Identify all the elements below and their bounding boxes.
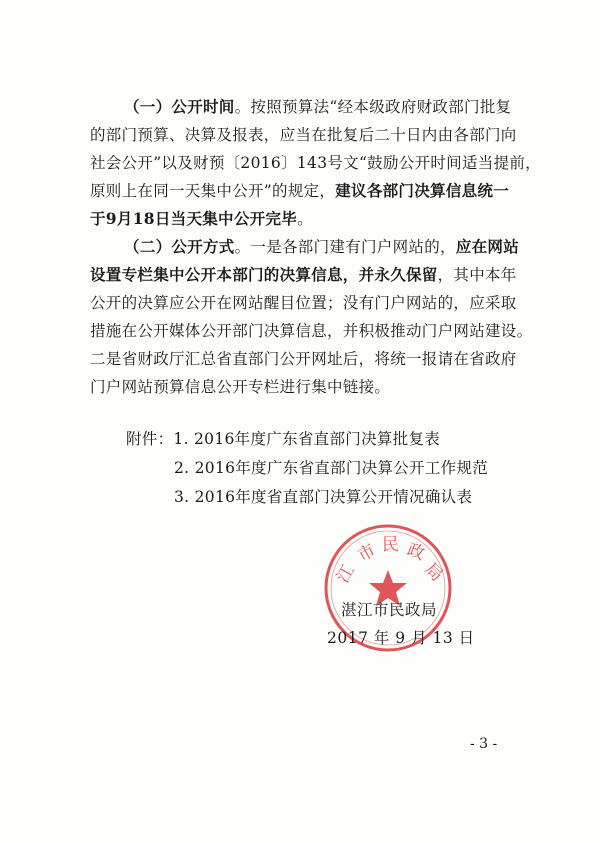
section-2-line-5: 二是省财政厅汇总省直部门公开网址后，将统一报请在省政府 [90, 350, 517, 368]
section-2-emphasis-a: 应在网站 [455, 237, 520, 256]
section-1-heading: （一）公开时间 [124, 97, 235, 116]
section-1-line-4: 原则上在同一天集中公开”的规定， [90, 182, 336, 200]
section-1-line-1: 。按照预算法“经本级政府财政部门批复 [234, 98, 512, 116]
section-2-line-3: 公开的决算应公开在网站醒目位置；没有门户网站的，应采取 [90, 294, 517, 312]
svg-text:市: 市 [354, 540, 380, 567]
signature-org: 湛江市民政局 [341, 601, 438, 619]
svg-text:局: 局 [420, 559, 447, 586]
svg-text:江: 江 [333, 561, 359, 587]
svg-text:政: 政 [404, 539, 428, 565]
section-2-line-2: ，其中本年 [437, 266, 517, 284]
section-1-emphasis-b: 于9月18日当天集中公开完毕 [90, 209, 298, 228]
section-1-paragraph [90, 93, 541, 233]
section-1-emphasis-a: 建议各部门决算信息统一 [335, 181, 510, 200]
svg-text:民: 民 [382, 535, 399, 555]
signature-date: 2017 年 9 月 13 日 [327, 629, 475, 647]
section-2-heading: （二）公开方式 [124, 237, 235, 256]
section-2-line-1: 。一是各部门建有门户网站的， [234, 238, 456, 256]
attachment-item-1: 1. 2016年度广东省直部门决算批复表 [173, 430, 441, 448]
section-1-line-2: 的部门预算、决算及报表，应当在批复后二十日内由各部门向 [90, 126, 517, 144]
section-2-paragraph [90, 233, 533, 401]
section-1-line-3: 社会公开”以及财预〔2016〕143号文“鼓励公开时间适当提前， [90, 154, 541, 172]
section-1-end: 。 [297, 210, 313, 228]
section-2-line-4: 措施在公开媒体公开部门决算信息，并积极推动门户网站建设。 [90, 322, 533, 340]
section-2-line-6: 门户网站预算信息公开专栏进行集中链接。 [90, 378, 391, 396]
attachments-block [126, 425, 440, 454]
attachment-item-3: 3. 2016年度省直部门决算公开情况确认表 [174, 488, 473, 506]
page-number: - 3 - [470, 736, 498, 752]
attachments-label: 附件： [126, 430, 174, 448]
section-2-emphasis-b: 设置专栏集中公开本部门的决算信息，并永久保留 [90, 265, 438, 284]
attachment-item-2: 2. 2016年度广东省直部门决算公开工作规范 [174, 459, 489, 477]
